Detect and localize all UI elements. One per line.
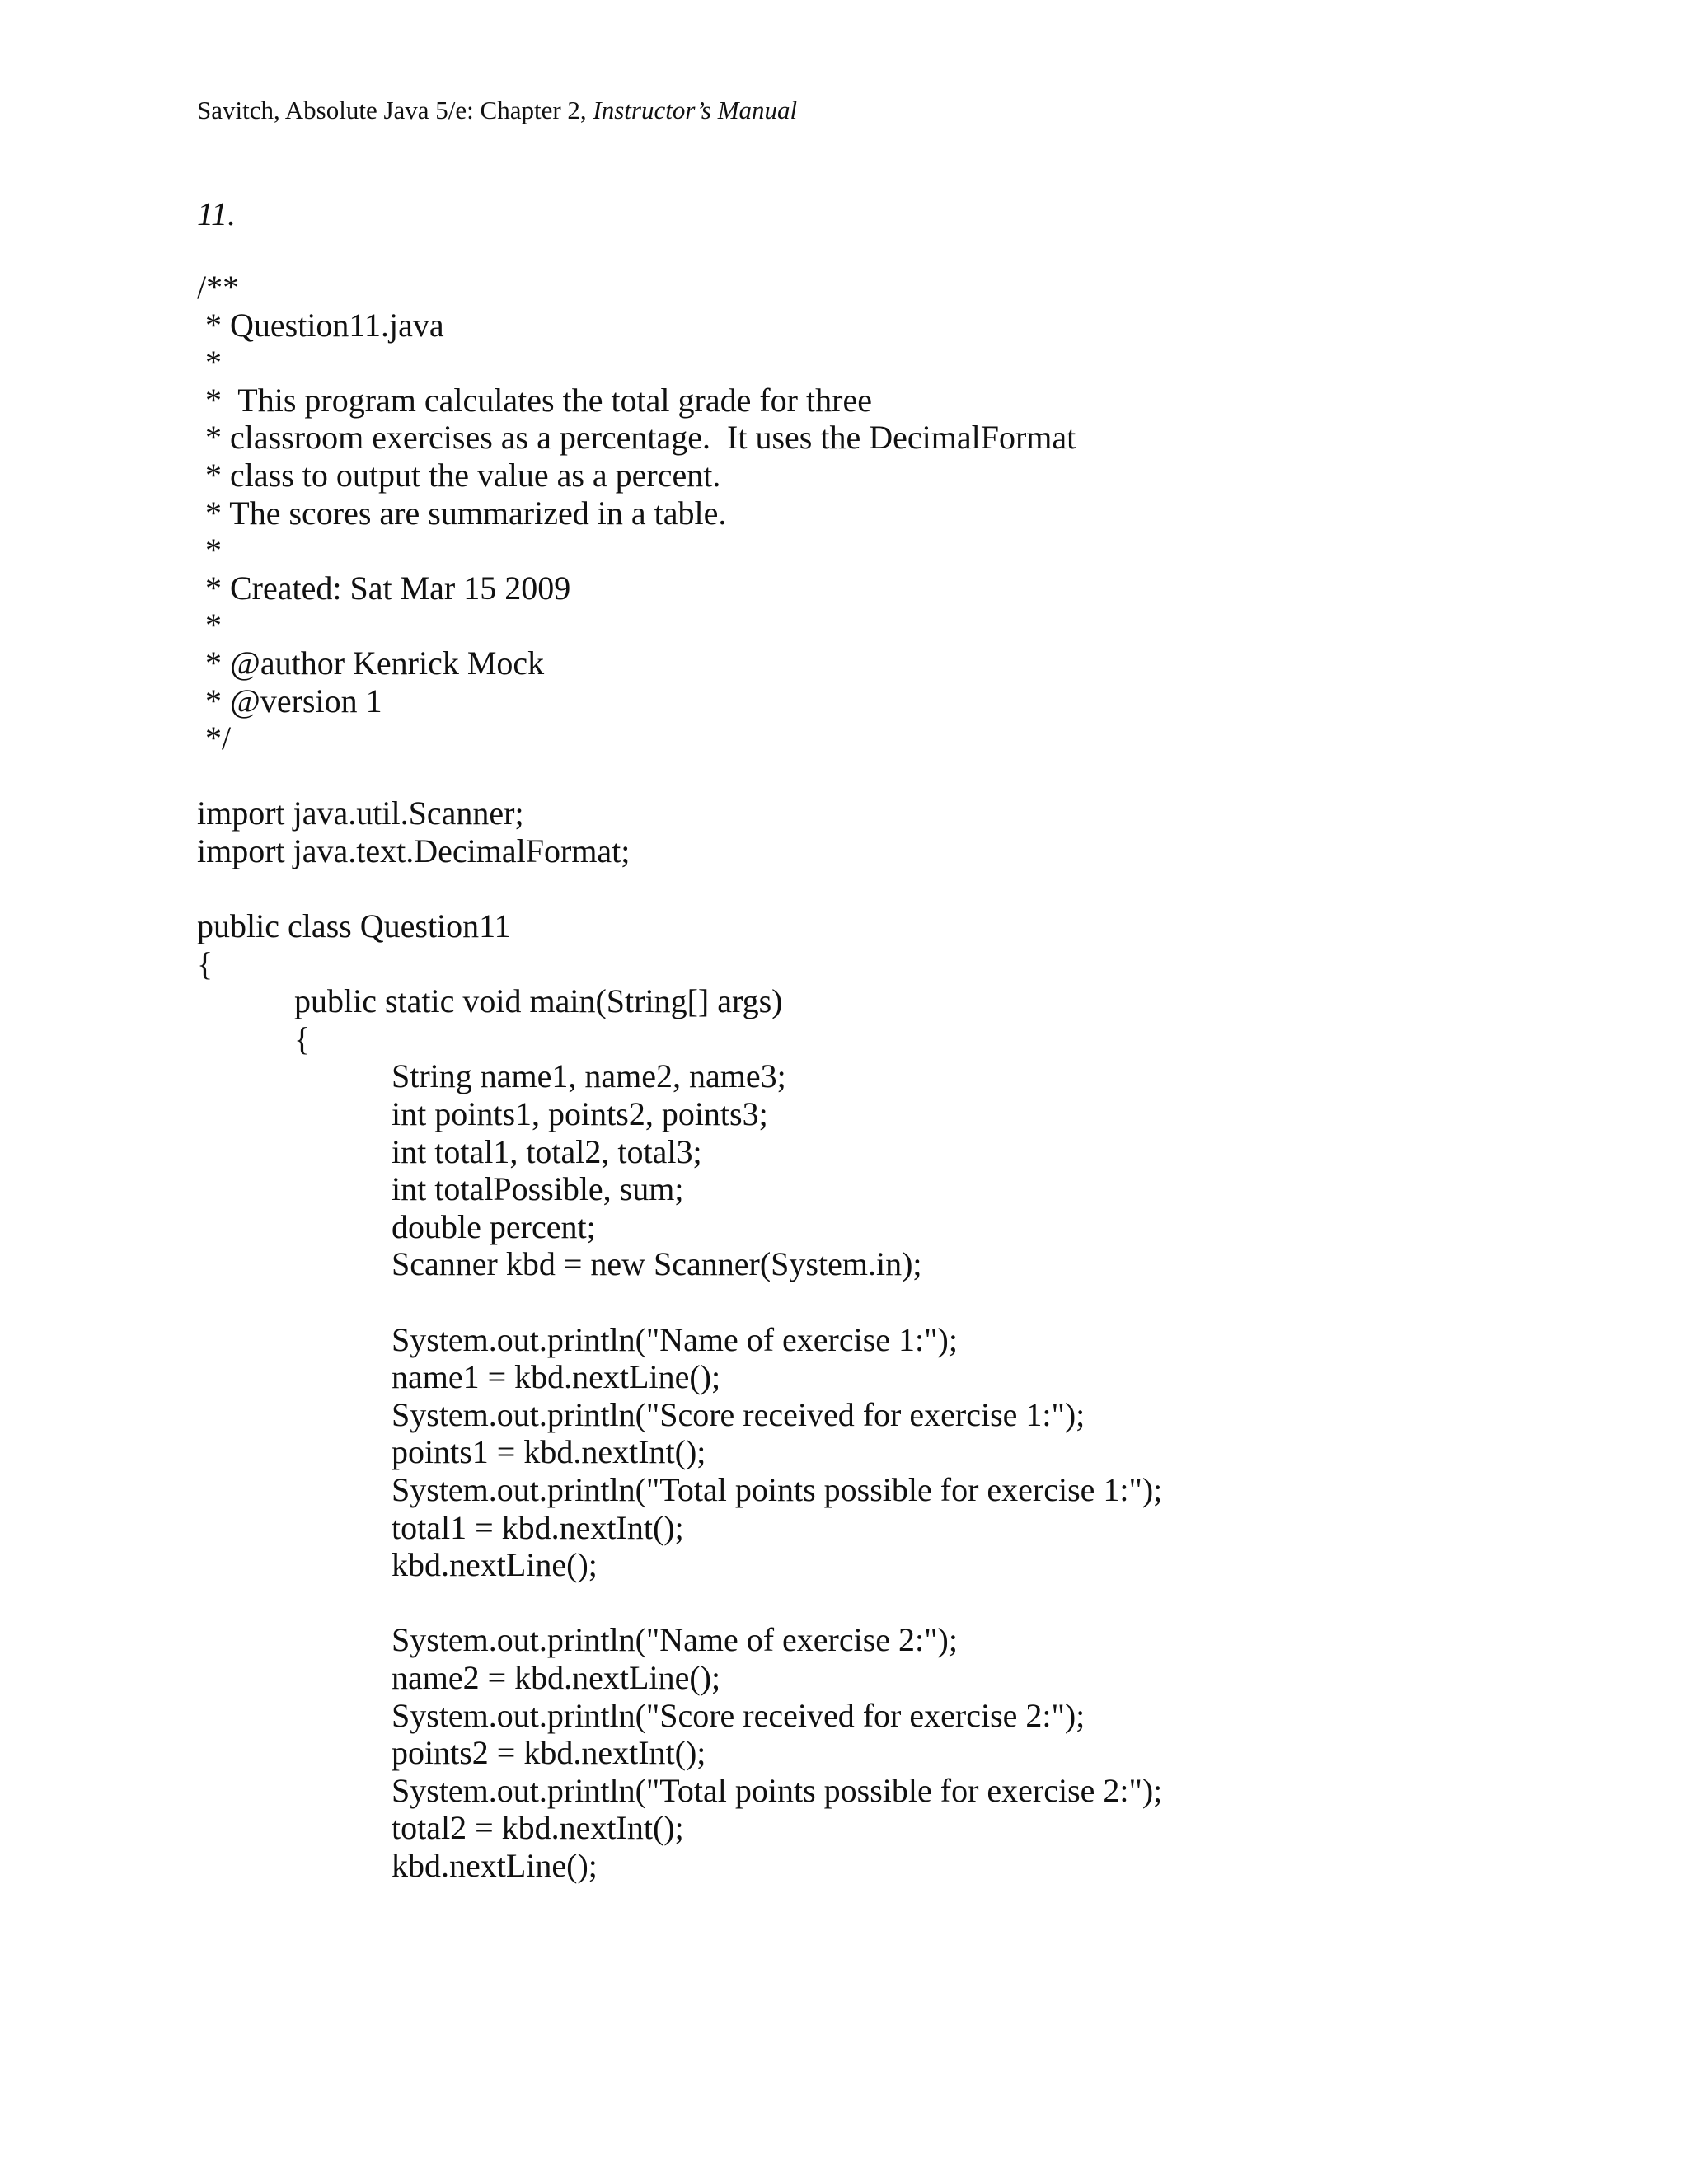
code-line: String name1, name2, name3;: [392, 1057, 786, 1095]
code-line: {: [197, 944, 213, 982]
page-header: [197, 94, 797, 127]
header-text: Savitch, Absolute Java 5/e: Chapter 2,: [197, 96, 593, 124]
question-number: 11.: [197, 195, 237, 232]
code-line: *: [197, 532, 222, 569]
code-line: System.out.println("Total points possible for exercise 1:");: [392, 1471, 1163, 1508]
code-line: import java.util.Scanner;: [197, 794, 524, 832]
code-line: kbd.nextLine();: [392, 1846, 598, 1884]
blank-line: [197, 1584, 1598, 1622]
code-line: public static void main(String[] args): [294, 982, 783, 1020]
code-line: points2 = kbd.nextInt();: [392, 1734, 706, 1772]
code-line: System.out.println("Score received for exercise 2:");: [392, 1696, 1085, 1734]
code-line: * classroom exercises as a percentage. It uses the DecimalFormat: [197, 419, 1076, 457]
code-line: /**: [197, 269, 240, 306]
code-line: * @version 1: [197, 682, 382, 719]
code-line: * Created: Sat Mar 15 2009: [197, 569, 571, 607]
code-line: public class Question11: [197, 907, 511, 945]
code-line: total1 = kbd.nextInt();: [392, 1508, 684, 1546]
code-line: System.out.println("Total points possible for exercise 2:");: [392, 1771, 1163, 1809]
code-listing: [197, 269, 1598, 1885]
code-line: kbd.nextLine();: [392, 1546, 598, 1584]
code-line: *: [197, 607, 222, 644]
header-manual-title: Instructor’s Manual: [593, 96, 798, 124]
code-line: int points1, points2, points3;: [392, 1095, 768, 1133]
blank-line: [197, 757, 1598, 795]
code-line: points1 = kbd.nextInt();: [392, 1433, 706, 1471]
code-line: System.out.println("Name of exercise 1:");: [392, 1320, 958, 1358]
code-line: */: [197, 719, 232, 757]
code-line: *: [197, 344, 222, 382]
code-line: name2 = kbd.nextLine();: [392, 1658, 721, 1696]
code-line: System.out.println("Score received for exercise 1:");: [392, 1395, 1085, 1433]
code-line: * This program calculates the total grade for three: [197, 381, 872, 419]
code-line: {: [294, 1019, 311, 1057]
code-line: * @author Kenrick Mock: [197, 644, 545, 682]
code-line: System.out.println("Name of exercise 2:");: [392, 1621, 958, 1659]
blank-line: [197, 1283, 1598, 1321]
code-line: Scanner kbd = new Scanner(System.in);: [392, 1245, 922, 1283]
code-line: * The scores are summarized in a table.: [197, 494, 727, 532]
code-line: double percent;: [392, 1207, 596, 1245]
code-line: * class to output the value as a percent.: [197, 456, 721, 494]
code-line: * Question11.java: [197, 306, 444, 344]
code-line: total2 = kbd.nextInt();: [392, 1809, 684, 1847]
code-line: name1 = kbd.nextLine();: [392, 1358, 721, 1396]
code-line: import java.text.DecimalFormat;: [197, 832, 631, 869]
code-line: int total1, total2, total3;: [392, 1132, 702, 1170]
blank-line: [197, 870, 1598, 908]
code-line: int totalPossible, sum;: [392, 1170, 684, 1208]
